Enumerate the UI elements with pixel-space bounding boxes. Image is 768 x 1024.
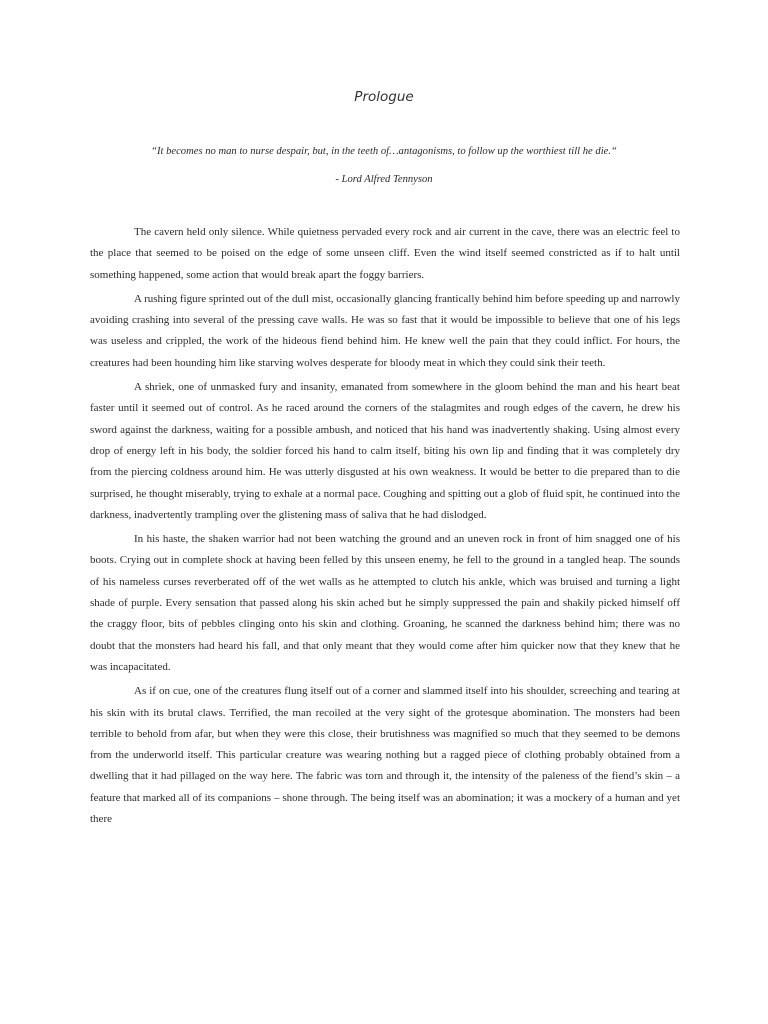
paragraph: As if on cue, one of the creatures flung itself out of a corner and slammed itself into his shoulder, screeching and tearing at his skin with its brutal claws. Terrified, the man recoiled at the very sight of the grotesque abomination. The monsters had been terrible to behold from afar, but when they were this close, their brutishness was magnified so much that they seemed to be demons from the underworld itself. This particular creature was wearing nothing but a ragged piece of clothing probably obtained from a dwelling that it had pillaged on the way here. The fabric was torn and through it, the intensity of the paleness of the fiend’s skin – a feature that marked all of its companions – shone through. The being itself was an abomination; it was a mockery of a human and yet there [90, 685, 680, 826]
epigraph-quote: “It becomes no man to nurse despair, but, in the teeth of…antagonisms, to follow up the worthiest till he die.“ [151, 146, 617, 157]
paragraph: A shriek, one of unmasked fury and insanity, emanated from somewhere in the gloom behind the man and his heart beat faster until it seemed out of control. As he raced around the corners of the stalagmites and rough edges of the cavern, he drew his sword against the darkness, waiting for a possible ambush, and noticed that his hand was inadvertently shaking. Using almost every drop of energy left in his body, the soldier forced his hand to calm itself, biting his own lip and finding that it was completely dry from the piercing coldness around him. He was utterly disgusted at his own weakness. It would be better to die prepared than to die surprised, he thought miserably, trying to exhale at a normal pace. Coughing and spitting out a glob of fluid spit, he continued into the darkness, inadvertently trampling over the glistening mass of saliva that he had dislodged. [90, 381, 680, 521]
chapter-title: Prologue [354, 89, 414, 105]
body-text [90, 222, 680, 833]
paragraph: A rushing figure sprinted out of the dull mist, occasionally glancing frantically behind him before speeding up and narrowly avoiding crashing into several of the pressing cave walls. He was so fast that it would be impossible to believe that one of his legs was useless and crippled, the work of the hideous fiend behind him. He knew well the pain that they could inflict. For hours, the creatures had been hounding him like starving wolves desperate for bloody meat in which they could sink their teeth. [90, 292, 680, 369]
paragraph: In his haste, the shaken warrior had not been watching the ground and an uneven rock in front of him snagged one of his boots. Crying out in complete shock at having been felled by this unseen enemy, he fell to the ground in a tangled heap. The sounds of his nameless curses reverberated off of the wet walls as he attempted to clutch his ankle, which was bruised and turning a light shade of purple. Every sensation that passed along his skin ached but he simply suppressed the pain and shakily picked himself off the craggy floor, bits of pebbles clinging onto his skin and clothing. Groaning, he scanned the darkness behind him; there was no doubt that the monsters had heard his fall, and that only meant that they would come after him quicker now that they knew that he was incapacitated. [90, 533, 680, 673]
epigraph-attribution: - Lord Alfred Tennyson [335, 174, 433, 185]
paragraph: The cavern held only silence. While quietness pervaded every rock and air current in the cave, there was an electric feel to the place that seemed to be poised on the edge of some unseen cliff. Even the wind itself seemed constricted as if to halt until something happened, some action that would break apart the foggy barriers. [90, 226, 680, 281]
